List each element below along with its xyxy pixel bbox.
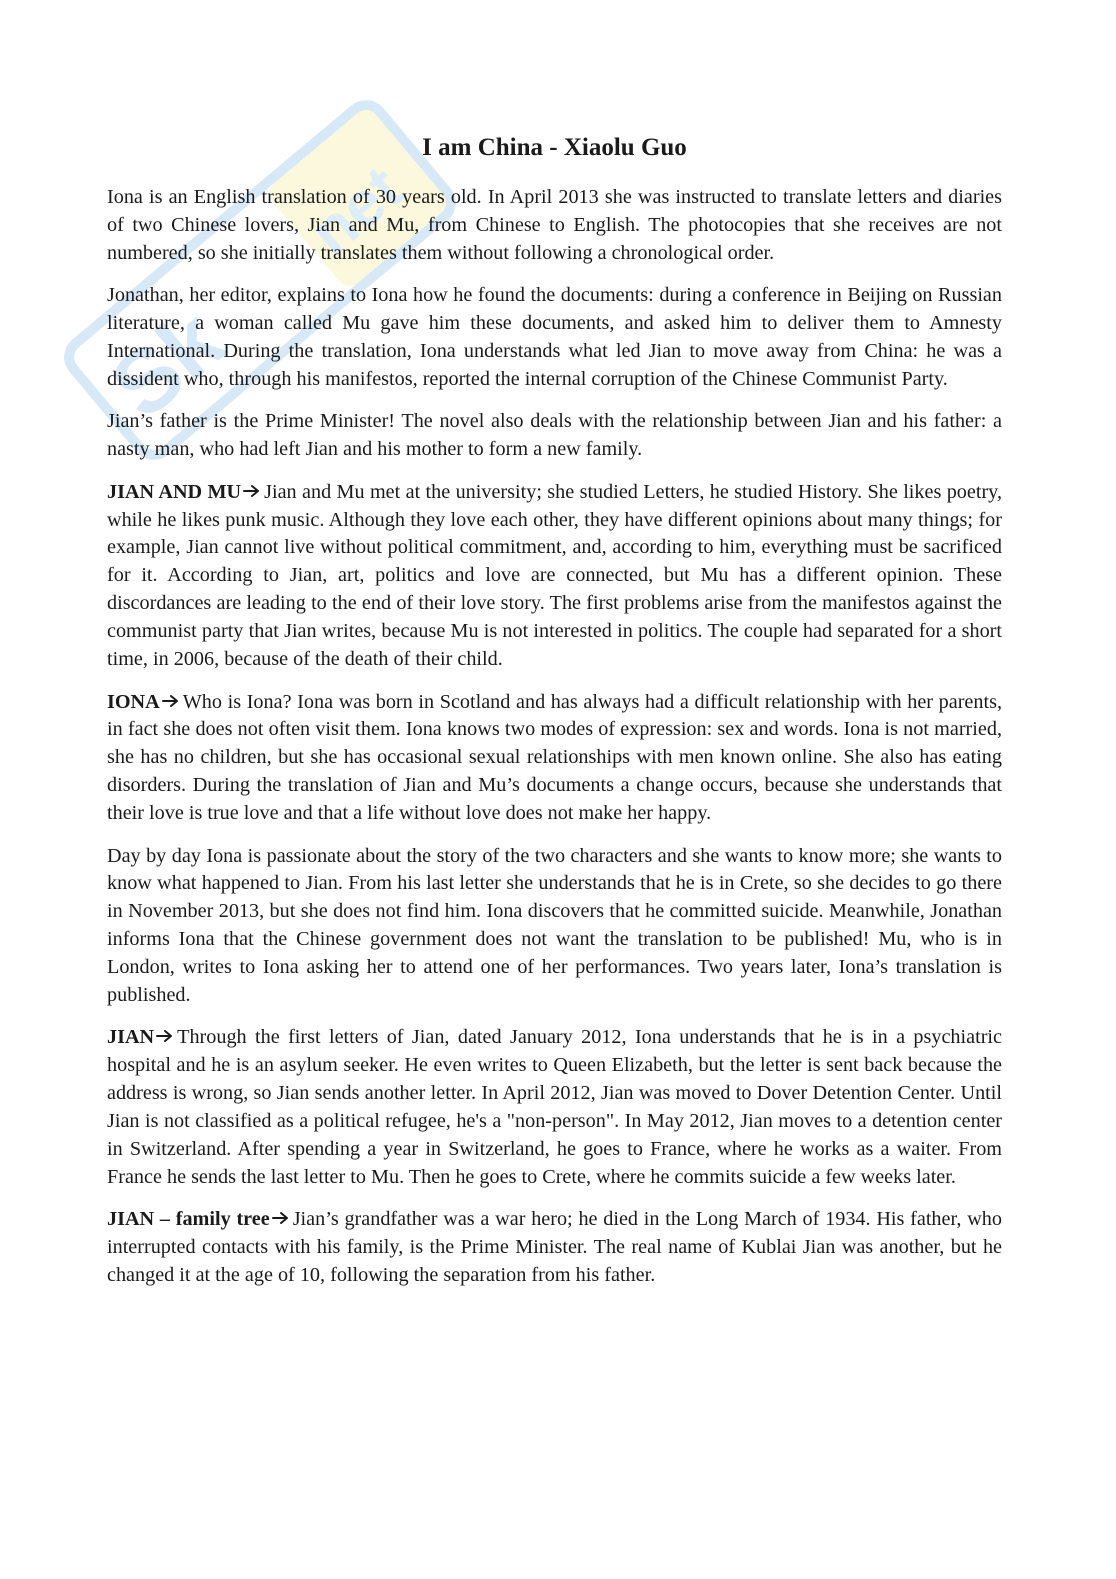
paragraph-lead: JIAN [107,1026,155,1049]
svg-text:net: net [295,151,416,269]
paragraph-text: Jian’s father is the Prime Minister! The novel also deals with the relationship between Jian and his father: a nasty man, who had left Jian and his mother to form a new family. [107,410,1002,461]
paragraph-text: Jian and Mu met at the university; she studied Letters, he studied History. She likes poetry, while he likes punk music. Although they love each other, they have different opinions about many things; for example, Jian cannot live without political commitment, and, according to him, everything must be sacrificed for it. According to Jian, art, politics and love are connected, but Mu has a different opinion. These discordances are leading to the end of their love story. The first problems arise from the manifestos against the communist party that Jian writes, because Mu is not interested in politics. The couple had separated for a short time, in 2006, because of the death of their child. [107,480,1003,671]
paragraph-lead: IONA [107,690,160,713]
paragraph [107,184,1002,268]
svg-text:Sk: Sk [93,290,242,438]
paragraph-text: Iona is an English translation of 30 years old. In April 2013 she was instructed to translate letters and diaries of two Chinese lovers, Jian and Mu, from Chinese to English. The photocopies that she receives are not numbered, so she initially translates them without following a chronological order. [107,186,1002,264]
paragraph [107,1206,1002,1290]
paragraph [107,479,1002,674]
paragraph-lead: JIAN – family tree [107,1208,270,1231]
paragraph [107,282,1002,394]
document-page [107,126,1002,1305]
right-arrow-icon [270,1208,293,1230]
paragraph-list [107,184,1002,1290]
paragraph [107,689,1002,829]
right-arrow-icon [160,691,183,713]
right-arrow-icon [241,481,264,503]
paragraph-text: Day by day Iona is passionate about the story of the two characters and she wants to know more; she wants to know what happened to Jian. From his last letter she understands that he is in Crete, so she decides to go there in November 2013, but she does not find him. Iona discovers that he committed suicide. Meanwhile, Jonathan informs Iona that the Chinese government does not want the translation to be published! Mu, who is in London, writes to Iona asking her to attend one of her performances. Two years later, Iona’s translation is published. [107,844,1002,1007]
right-arrow-icon [154,1026,177,1048]
document-title: I am China - Xiaolu Guo [422,134,687,161]
paragraph-text: Jian’s grandfather was a war hero; he died in the Long March of 1934. His father, who interrupted contacts with his family, is the Prime Minister. The real name of Kublai Jian was another, but he changed it at the age of 10, following the separation from his father. [107,1208,1002,1287]
paragraph-text: Who is Iona? Iona was born in Scotland and has always had a difficult relationship with her parents, in fact she does not often visit them. Iona knows two modes of expression: sex and words. Iona is not married, she has no children, but she has occasional sexual relationships with men known online. She also has eating disorders. During the translation of Jian and Mu’s documents a change occurs, because she understands that their love is true love and that a life without love does not make her happy. [107,690,1002,825]
paragraph [107,408,1002,464]
paragraph-text: Jonathan, her editor, explains to Iona how he found the documents: during a conference in Beijing on Russian literature, a woman called Mu gave him these documents, and asked him to deliver them to Amnesty International. During the translation, Iona understands what led Jian to move away from China: he was a dissident who, through his manifestos, reported the internal corruption of the Chinese Communist Party. [107,284,1002,390]
paragraph [107,1024,1002,1191]
paragraph-text: Through the first letters of Jian, dated January 2012, Iona understands that he is in a psychiatric hospital and he is an asylum seeker. He even writes to Queen Elizabeth, but the letter is sent back because the address is wrong, so Jian sends another letter. In April 2012, Jian was moved to Dover Detention Center. Until Jian is not classified as a political refugee, he's a "non-person". In May 2012, Jian moves to a detention center in Switzerland. After spending a year in Switzerland, he goes to France, where he works as a waiter. From France he sends the last letter to Mu. Then he goes to Crete, where he commits suicide a few weeks later. [107,1026,1002,1188]
paragraph-lead: JIAN AND MU [107,480,242,503]
paragraph [107,843,1002,1010]
